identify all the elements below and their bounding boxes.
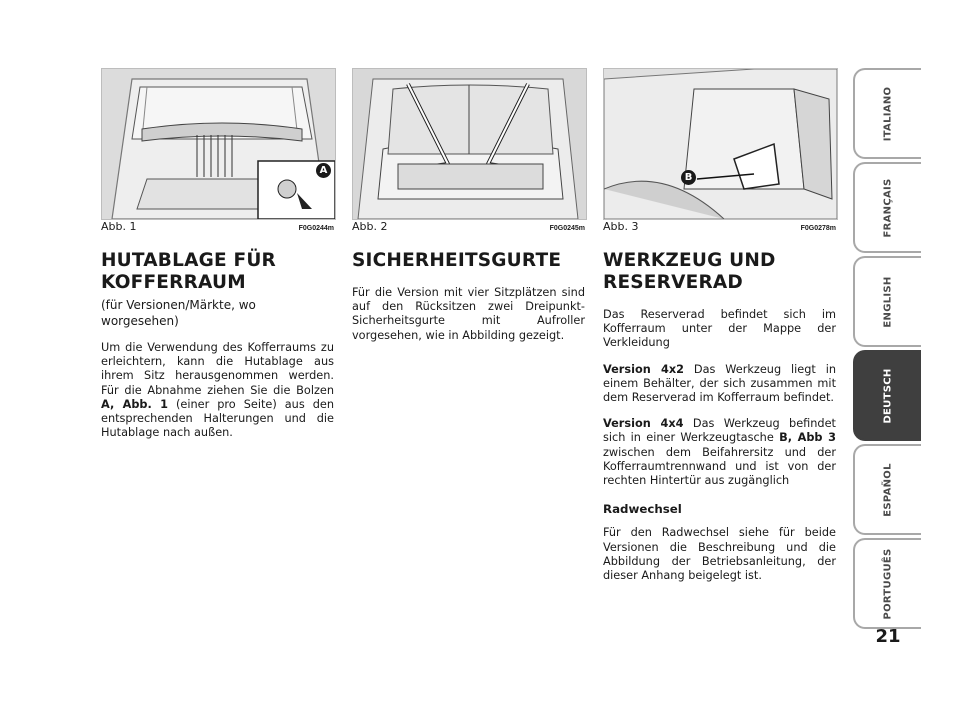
figure-1-image: [101, 68, 336, 220]
figure-reference: B, Abb 3: [779, 431, 836, 445]
body-text: (einer pro Seite) aus den entsprechenden Halterungen und die Hutablage nach außen.: [101, 397, 335, 440]
figure-2-caption: Abb. 2: [352, 220, 388, 233]
tab-francais[interactable]: [853, 162, 921, 253]
figure-3-image: [603, 68, 838, 220]
figure-2-code: F0G0245m: [549, 225, 585, 232]
section-hutablage-subtitle: (für Versionen/Märkte, wo worgesehen): [101, 298, 256, 328]
figure-3-callout-b-icon: B: [681, 170, 696, 185]
radwechsel-body: Für den Radwechsel siehe für beide Versionen die Beschreibung und die Abbildung der Betriebsanleitung, der dieser Anhang beigelegt ist.: [603, 526, 836, 583]
figure-reference: A, Abb. 1: [101, 397, 168, 411]
section-sicherheitsgurte-body: Für die Version mit vier Sitzplätzen sind auf den Rücksitzen zwei Dreipunkt-Sicherheitsgurte mit Aufroller vorgesehen, wie in Abbilding gezeigt.: [352, 286, 585, 342]
body-text: Das Werkzeug liegt in einem Behälter, der sich zusammen mit dem Reserverad im Kofferraum befindet.: [603, 362, 837, 405]
tab-english[interactable]: [853, 256, 921, 347]
section-hutablage-body: [101, 341, 334, 440]
body-text: zwischen dem Beifahrersitz und der Kofferraumtrennwand und ist von der rechten Hintertür aus zugänglich: [603, 445, 836, 488]
tab-label: FRANÇAIS: [882, 177, 894, 238]
figure-2-caption-row: [352, 220, 585, 233]
version-label: Version 4x4: [603, 417, 684, 431]
werkzeug-para-3: [603, 417, 836, 488]
section-hutablage: [101, 250, 334, 440]
body-text: Das Werkzeug befindet sich in einer Werkzeugtasche: [603, 417, 836, 445]
figure-3-code: F0G0278m: [800, 225, 836, 232]
page-number: 21: [875, 626, 901, 647]
tab-label: PORTUGUÊS: [882, 547, 894, 620]
title-line-1: WERKZEUG UND: [603, 250, 776, 271]
tab-label: ESPAÑOL: [882, 462, 894, 517]
tab-portugues[interactable]: [853, 538, 921, 629]
figure-2-image: [352, 68, 587, 220]
title-line-2: RESERVERAD: [603, 272, 743, 293]
tab-deutsch[interactable]: [853, 350, 921, 441]
section-hutablage-title: [101, 250, 334, 294]
werkzeug-para-1: Das Reserverad befindet sich im Kofferraum unter der Mappe der Verkleidung: [603, 308, 836, 350]
section-werkzeug: [603, 250, 836, 583]
version-label: Version 4x2: [603, 362, 684, 376]
figure-3-caption-row: [603, 220, 836, 233]
figure-1-caption: Abb. 1: [101, 220, 137, 233]
tab-label: ENGLISH: [882, 275, 894, 328]
radwechsel-heading: Radwechsel: [603, 502, 682, 517]
section-sicherheitsgurte: [352, 250, 585, 343]
tab-label: DEUTSCH: [882, 367, 894, 424]
title-line-2: KOFFERRAUM: [101, 272, 246, 293]
figure-1-callout-a-icon: A: [316, 163, 331, 178]
body-text: Um die Verwendung des Kofferraums zu erleichtern, kann die Hutablage aus ihrem Sitz herausgenommen werden. Für die Abnahme ziehen Sie die Bolzen: [101, 341, 334, 397]
figure-3-caption: Abb. 3: [603, 220, 639, 233]
tab-espanol[interactable]: [853, 444, 921, 535]
section-werkzeug-title: [603, 250, 836, 294]
tab-italiano[interactable]: [853, 68, 921, 159]
title-line-1: HUTABLAGE FÜR: [101, 250, 276, 271]
tab-label: ITALIANO: [882, 86, 894, 141]
section-sicherheitsgurte-title: SICHERHEITSGURTE: [352, 250, 562, 271]
figure-1-caption-row: [101, 220, 334, 233]
werkzeug-para-2: [603, 363, 836, 406]
figure-1-code: F0G0244m: [298, 225, 334, 232]
